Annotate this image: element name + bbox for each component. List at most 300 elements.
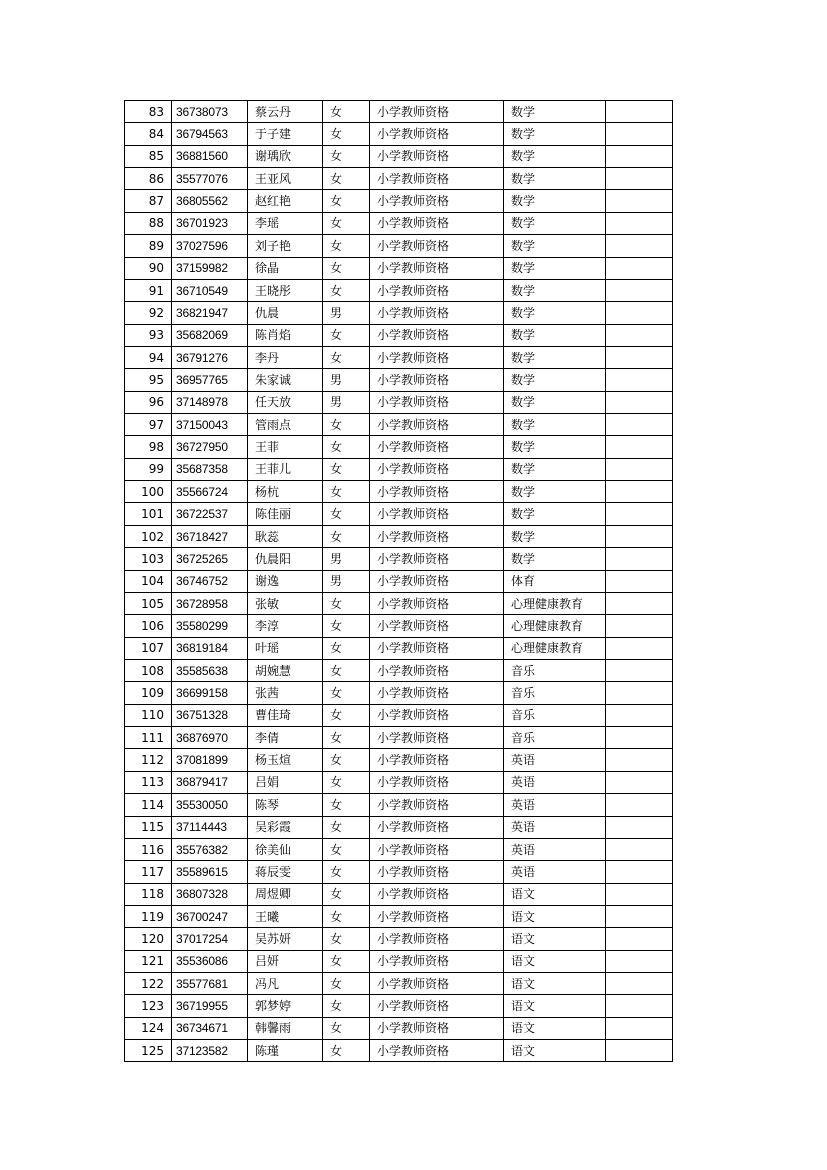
table-row [125,391,673,413]
row-number-cell: 114 [125,794,172,816]
row-number-cell: 115 [125,816,172,838]
candidate-name-cell: 管雨点 [248,414,323,436]
remark-cell [606,682,673,704]
remark-cell [606,794,673,816]
row-number-cell: 109 [125,682,172,704]
candidate-name-cell: 徐美仙 [248,838,323,860]
exam-id-cell: 36700247 [172,905,248,927]
table-row [125,816,673,838]
gender-cell: 女 [323,682,370,704]
table-row [125,592,673,614]
exam-id-cell: 36821947 [172,302,248,324]
row-number-cell: 102 [125,525,172,547]
gender-cell: 女 [323,704,370,726]
exam-id-cell: 36751328 [172,704,248,726]
exam-id-cell: 36807328 [172,883,248,905]
candidate-name-cell: 李瑶 [248,212,323,234]
row-number-cell: 106 [125,615,172,637]
qualification-cell: 小学教师资格 [370,503,504,525]
table-row [125,659,673,681]
qualification-cell: 小学教师资格 [370,1040,504,1062]
gender-cell: 女 [323,950,370,972]
remark-cell [606,905,673,927]
candidate-name-cell: 仇晨阳 [248,548,323,570]
qualification-cell: 小学教师资格 [370,548,504,570]
qualification-cell: 小学教师资格 [370,928,504,950]
subject-cell: 心理健康教育 [504,592,606,614]
qualification-cell: 小学教师资格 [370,794,504,816]
gender-cell: 女 [323,503,370,525]
qualification-cell: 小学教师资格 [370,414,504,436]
candidate-name-cell: 杨玉煊 [248,749,323,771]
exam-id-cell: 36794563 [172,123,248,145]
table-row [125,257,673,279]
gender-cell: 女 [323,212,370,234]
row-number-cell: 91 [125,279,172,301]
row-number-cell: 117 [125,861,172,883]
table-row [125,727,673,749]
row-number-cell: 101 [125,503,172,525]
subject-cell: 体育 [504,570,606,592]
qualification-cell: 小学教师资格 [370,369,504,391]
remark-cell [606,503,673,525]
gender-cell: 女 [323,436,370,458]
remark-cell [606,414,673,436]
qualification-cell: 小学教师资格 [370,190,504,212]
candidate-name-cell: 胡婉慧 [248,659,323,681]
gender-cell: 女 [323,883,370,905]
exam-id-cell: 37159982 [172,257,248,279]
subject-cell: 英语 [504,794,606,816]
remark-cell [606,235,673,257]
table-body [125,101,673,1062]
row-number-cell: 90 [125,257,172,279]
candidate-name-cell: 王菲儿 [248,458,323,480]
exam-id-cell: 37148978 [172,391,248,413]
row-number-cell: 98 [125,436,172,458]
exam-id-cell: 37150043 [172,414,248,436]
subject-cell: 语文 [504,950,606,972]
gender-cell: 女 [323,637,370,659]
table-row [125,324,673,346]
subject-cell: 数学 [504,212,606,234]
qualification-cell: 小学教师资格 [370,973,504,995]
remark-cell [606,324,673,346]
remark-cell [606,883,673,905]
exam-id-cell: 36876970 [172,727,248,749]
candidate-name-cell: 杨杭 [248,481,323,503]
subject-cell: 语文 [504,973,606,995]
qualification-cell: 小学教师资格 [370,279,504,301]
remark-cell [606,391,673,413]
exam-id-cell: 35687358 [172,458,248,480]
gender-cell: 女 [323,905,370,927]
qualification-cell: 小学教师资格 [370,704,504,726]
gender-cell: 女 [323,525,370,547]
gender-cell: 女 [323,838,370,860]
remark-cell [606,950,673,972]
row-number-cell: 123 [125,995,172,1017]
table-row [125,771,673,793]
exam-id-cell: 37114443 [172,816,248,838]
remark-cell [606,458,673,480]
subject-cell: 音乐 [504,682,606,704]
gender-cell: 女 [323,995,370,1017]
gender-cell: 女 [323,481,370,503]
subject-cell: 数学 [504,346,606,368]
qualification-cell: 小学教师资格 [370,749,504,771]
exam-id-cell: 36734671 [172,1017,248,1039]
table-row [125,458,673,480]
table-row [125,995,673,1017]
remark-cell [606,615,673,637]
table-row [125,369,673,391]
qualification-cell: 小学教师资格 [370,905,504,927]
gender-cell: 女 [323,861,370,883]
table-row [125,883,673,905]
candidate-name-cell: 李倩 [248,727,323,749]
gender-cell: 男 [323,302,370,324]
gender-cell: 男 [323,369,370,391]
subject-cell: 心理健康教育 [504,637,606,659]
exam-id-cell: 35585638 [172,659,248,681]
qualification-cell: 小学教师资格 [370,592,504,614]
exam-id-cell: 36710549 [172,279,248,301]
table-row [125,414,673,436]
table-row [125,928,673,950]
row-number-cell: 99 [125,458,172,480]
candidate-name-cell: 陈琴 [248,794,323,816]
qualification-cell: 小学教师资格 [370,481,504,503]
gender-cell: 女 [323,123,370,145]
candidate-name-cell: 于子建 [248,123,323,145]
gender-cell: 男 [323,548,370,570]
subject-cell: 音乐 [504,659,606,681]
subject-cell: 数学 [504,101,606,123]
subject-cell: 音乐 [504,727,606,749]
row-number-cell: 116 [125,838,172,860]
row-number-cell: 92 [125,302,172,324]
remark-cell [606,749,673,771]
exam-id-cell: 36701923 [172,212,248,234]
remark-cell [606,995,673,1017]
exam-id-cell: 37017254 [172,928,248,950]
candidate-name-cell: 叶瑶 [248,637,323,659]
table-row [125,749,673,771]
candidate-name-cell: 周煜卿 [248,883,323,905]
subject-cell: 语文 [504,905,606,927]
row-number-cell: 103 [125,548,172,570]
table-row [125,1040,673,1062]
row-number-cell: 108 [125,659,172,681]
qualification-cell: 小学教师资格 [370,168,504,190]
table-row [125,279,673,301]
subject-cell: 数学 [504,525,606,547]
row-number-cell: 95 [125,369,172,391]
exam-id-cell: 36719955 [172,995,248,1017]
qualification-cell: 小学教师资格 [370,436,504,458]
table-row [125,838,673,860]
qualification-cell: 小学教师资格 [370,458,504,480]
gender-cell: 女 [323,771,370,793]
gender-cell: 男 [323,570,370,592]
candidate-name-cell: 朱家诚 [248,369,323,391]
qualification-cell: 小学教师资格 [370,1017,504,1039]
table-row [125,525,673,547]
subject-cell: 音乐 [504,704,606,726]
candidate-name-cell: 仇晨 [248,302,323,324]
exam-id-cell: 35589615 [172,861,248,883]
exam-id-cell: 36805562 [172,190,248,212]
subject-cell: 数学 [504,369,606,391]
gender-cell: 男 [323,391,370,413]
exam-id-cell: 36727950 [172,436,248,458]
exam-id-cell: 35580299 [172,615,248,637]
remark-cell [606,123,673,145]
exam-id-cell: 37081899 [172,749,248,771]
row-number-cell: 86 [125,168,172,190]
row-number-cell: 112 [125,749,172,771]
row-number-cell: 111 [125,727,172,749]
row-number-cell: 104 [125,570,172,592]
gender-cell: 女 [323,279,370,301]
table-row [125,235,673,257]
table-row [125,346,673,368]
table-row [125,145,673,167]
table-row [125,704,673,726]
qualification-cell: 小学教师资格 [370,257,504,279]
candidate-name-cell: 任天放 [248,391,323,413]
candidate-name-cell: 郭梦婷 [248,995,323,1017]
qualification-cell: 小学教师资格 [370,950,504,972]
remark-cell [606,279,673,301]
table-row [125,123,673,145]
qualification-cell: 小学教师资格 [370,346,504,368]
qualification-cell: 小学教师资格 [370,883,504,905]
qualification-cell: 小学教师资格 [370,123,504,145]
exam-id-cell: 37027596 [172,235,248,257]
candidate-name-cell: 刘子艳 [248,235,323,257]
qualification-cell: 小学教师资格 [370,771,504,793]
candidate-name-cell: 李淳 [248,615,323,637]
row-number-cell: 85 [125,145,172,167]
subject-cell: 数学 [504,414,606,436]
exam-id-cell: 37123582 [172,1040,248,1062]
exam-id-cell: 36728958 [172,592,248,614]
subject-cell: 数学 [504,279,606,301]
remark-cell [606,369,673,391]
qualification-cell: 小学教师资格 [370,727,504,749]
row-number-cell: 119 [125,905,172,927]
gender-cell: 女 [323,794,370,816]
gender-cell: 女 [323,235,370,257]
candidate-name-cell: 张敏 [248,592,323,614]
exam-id-cell: 35682069 [172,324,248,346]
subject-cell: 数学 [504,391,606,413]
table-row [125,212,673,234]
exam-id-cell: 36725265 [172,548,248,570]
qualification-cell: 小学教师资格 [370,838,504,860]
candidate-name-cell: 赵红艳 [248,190,323,212]
candidate-name-cell: 曹佳琦 [248,704,323,726]
remark-cell [606,212,673,234]
table-row [125,637,673,659]
row-number-cell: 94 [125,346,172,368]
qualification-cell: 小学教师资格 [370,302,504,324]
candidate-name-cell: 陈佳丽 [248,503,323,525]
exam-id-cell: 36738073 [172,101,248,123]
qualification-cell: 小学教师资格 [370,525,504,547]
row-number-cell: 100 [125,481,172,503]
gender-cell: 女 [323,257,370,279]
remark-cell [606,525,673,547]
candidate-name-cell: 耿蕊 [248,525,323,547]
gender-cell: 女 [323,816,370,838]
qualification-cell: 小学教师资格 [370,145,504,167]
subject-cell: 数学 [504,145,606,167]
subject-cell: 英语 [504,816,606,838]
remark-cell [606,570,673,592]
candidate-name-cell: 蔡云丹 [248,101,323,123]
gender-cell: 女 [323,1040,370,1062]
candidate-name-cell: 蒋辰雯 [248,861,323,883]
row-number-cell: 105 [125,592,172,614]
subject-cell: 语文 [504,1040,606,1062]
row-number-cell: 84 [125,123,172,145]
row-number-cell: 83 [125,101,172,123]
candidate-name-cell: 吴彩霞 [248,816,323,838]
candidate-name-cell: 韩馨雨 [248,1017,323,1039]
qualification-cell: 小学教师资格 [370,861,504,883]
gender-cell: 女 [323,727,370,749]
gender-cell: 女 [323,928,370,950]
remark-cell [606,704,673,726]
table-row [125,615,673,637]
subject-cell: 数学 [504,257,606,279]
exam-id-cell: 36718427 [172,525,248,547]
row-number-cell: 118 [125,883,172,905]
remark-cell [606,816,673,838]
gender-cell: 女 [323,190,370,212]
subject-cell: 数学 [504,481,606,503]
table-row [125,570,673,592]
subject-cell: 数学 [504,168,606,190]
remark-cell [606,1040,673,1062]
gender-cell: 女 [323,458,370,480]
qualification-cell: 小学教师资格 [370,615,504,637]
qualification-cell: 小学教师资格 [370,235,504,257]
remark-cell [606,861,673,883]
row-number-cell: 113 [125,771,172,793]
table-row [125,302,673,324]
subject-cell: 语文 [504,883,606,905]
remark-cell [606,838,673,860]
row-number-cell: 124 [125,1017,172,1039]
gender-cell: 女 [323,168,370,190]
remark-cell [606,727,673,749]
subject-cell: 数学 [504,458,606,480]
candidate-name-cell: 王曦 [248,905,323,927]
remark-cell [606,346,673,368]
candidate-name-cell: 冯凡 [248,973,323,995]
exam-id-cell: 36879417 [172,771,248,793]
subject-cell: 数学 [504,123,606,145]
row-number-cell: 121 [125,950,172,972]
table-row [125,794,673,816]
subject-cell: 数学 [504,436,606,458]
remark-cell [606,481,673,503]
qualification-cell: 小学教师资格 [370,637,504,659]
candidate-name-cell: 王亚风 [248,168,323,190]
remark-cell [606,973,673,995]
row-number-cell: 97 [125,414,172,436]
qualification-cell: 小学教师资格 [370,212,504,234]
subject-cell: 英语 [504,749,606,771]
table-row [125,481,673,503]
gender-cell: 女 [323,659,370,681]
row-number-cell: 87 [125,190,172,212]
candidate-name-cell: 李丹 [248,346,323,368]
candidate-name-cell: 陈肖焰 [248,324,323,346]
row-number-cell: 93 [125,324,172,346]
exam-id-cell: 36722537 [172,503,248,525]
gender-cell: 女 [323,1017,370,1039]
exam-id-cell: 36957765 [172,369,248,391]
candidate-name-cell: 王菲 [248,436,323,458]
subject-cell: 数学 [504,235,606,257]
subject-cell: 数学 [504,548,606,570]
qualification-cell: 小学教师资格 [370,391,504,413]
table-row [125,682,673,704]
remark-cell [606,1017,673,1039]
subject-cell: 语文 [504,928,606,950]
table-row [125,503,673,525]
table-row [125,1017,673,1039]
subject-cell: 数学 [504,190,606,212]
qualification-cell: 小学教师资格 [370,101,504,123]
gender-cell: 女 [323,346,370,368]
exam-id-cell: 36791276 [172,346,248,368]
gender-cell: 女 [323,101,370,123]
exam-id-cell: 35576382 [172,838,248,860]
remark-cell [606,659,673,681]
row-number-cell: 89 [125,235,172,257]
subject-cell: 英语 [504,861,606,883]
qualification-cell: 小学教师资格 [370,995,504,1017]
candidate-name-cell: 陈瑾 [248,1040,323,1062]
candidate-name-cell: 吴苏妍 [248,928,323,950]
remark-cell [606,592,673,614]
remark-cell [606,257,673,279]
remark-cell [606,190,673,212]
subject-cell: 英语 [504,838,606,860]
table-row [125,436,673,458]
exam-id-cell: 36699158 [172,682,248,704]
gender-cell: 女 [323,615,370,637]
candidate-name-cell: 王晓彤 [248,279,323,301]
candidate-name-cell: 吕妍 [248,950,323,972]
table-row [125,548,673,570]
qualification-cell: 小学教师资格 [370,570,504,592]
exam-id-cell: 35577681 [172,973,248,995]
exam-id-cell: 36881560 [172,145,248,167]
exam-id-cell: 35566724 [172,481,248,503]
row-number-cell: 88 [125,212,172,234]
remark-cell [606,548,673,570]
remark-cell [606,928,673,950]
remark-cell [606,168,673,190]
exam-id-cell: 35577076 [172,168,248,190]
